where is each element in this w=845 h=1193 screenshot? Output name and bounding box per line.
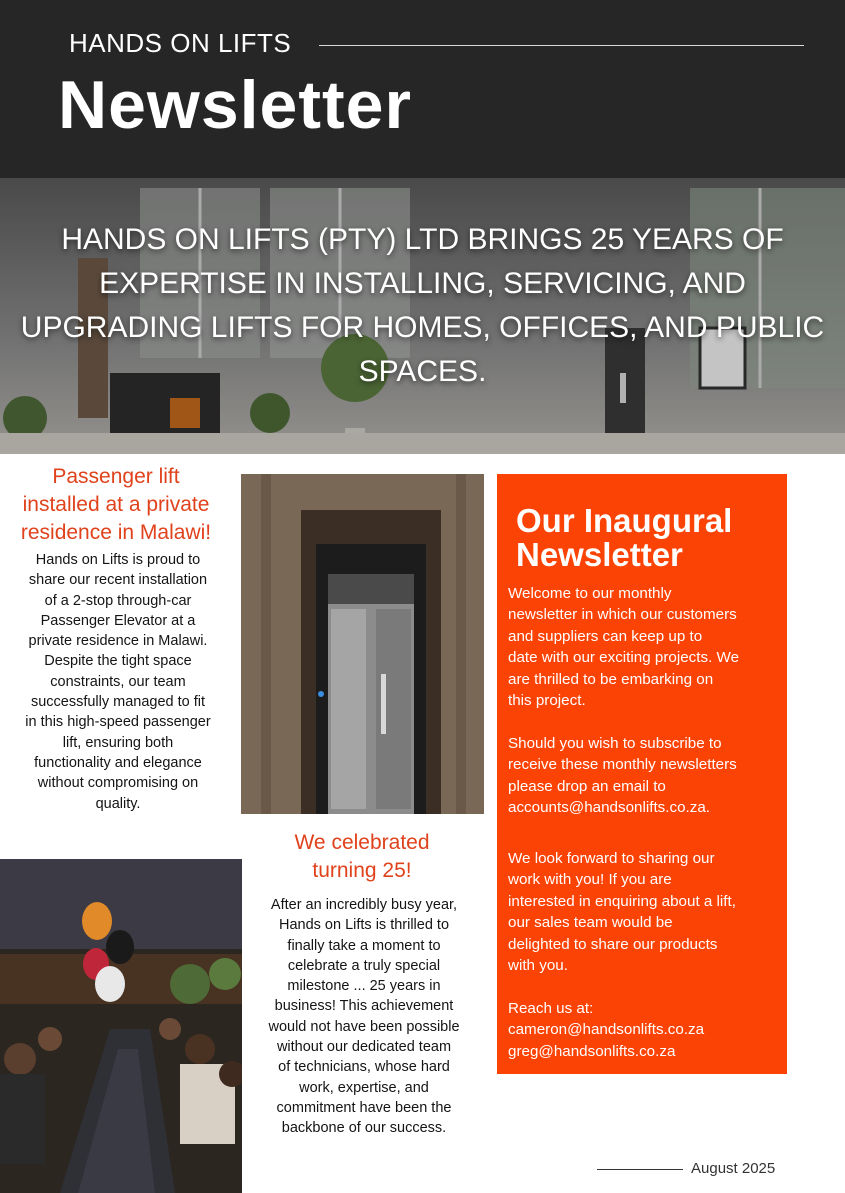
malawi-story-heading — [6, 463, 226, 547]
anniversary-heading-line: turning 25! — [312, 859, 412, 882]
greg-email-link[interactable]: greg@handsonlifts.co.za — [508, 1042, 676, 1060]
story-line: constraints, our team — [50, 673, 186, 690]
promo-line: We look forward to sharing our — [508, 850, 715, 867]
promo-line: newsletter in which our customers — [508, 606, 737, 624]
masthead-banner — [0, 0, 845, 178]
anniversary-story-body — [250, 895, 478, 1139]
contact-label: Reach us at: — [508, 1000, 594, 1017]
brand-name: HANDS ON LIFTS — [69, 28, 292, 58]
story-line: finally take a moment to — [287, 937, 441, 954]
story-line: without compromising on — [37, 775, 199, 792]
story-line: of a 2-stop through-car — [44, 592, 192, 609]
story-line: Passenger Elevator at a — [40, 612, 196, 629]
celebration-image — [0, 859, 242, 1193]
hero-headline: HANDS ON LIFTS (PTY) LTD BRINGS 25 YEARS OF EXPERTISE IN INSTALLING, SERVICING, AND UPGRADING LIFTS FOR HOMES, OFFICES, AND PUBLIC SPACES. — [20, 223, 825, 388]
promo-line: are thrilled to be embarking on — [508, 670, 714, 688]
malawi-heading-line: Passenger lift — [52, 465, 180, 488]
malawi-heading-line: installed at a private — [22, 493, 210, 516]
promo-subscribe-paragraph — [508, 733, 780, 819]
story-line: backbone of our success. — [281, 1120, 447, 1137]
lift-photo — [241, 474, 484, 814]
story-line: milestone ... 25 years in — [287, 978, 441, 995]
promo-line: date with our exciting projects. We — [508, 649, 740, 667]
story-line: private residence in Malawi. — [28, 633, 208, 650]
promo-line: with you. — [508, 957, 568, 975]
story-line: quality. — [95, 795, 141, 812]
promo-line: work with you! If you are — [508, 871, 672, 889]
anniversary-story-heading — [252, 829, 472, 885]
story-line: Hands on Lifts is proud to — [35, 552, 201, 568]
promo-title — [516, 504, 732, 572]
story-line: After an incredibly busy year, — [270, 897, 458, 913]
promo-sales-paragraph — [508, 848, 780, 976]
story-line: without our dedicated team — [276, 1039, 452, 1056]
promo-line: delighted to share our products — [508, 935, 718, 953]
promo-line: and suppliers can keep up to — [508, 627, 703, 645]
hero-banner — [0, 178, 845, 454]
inaugural-newsletter-box — [497, 474, 787, 1074]
promo-line: Welcome to our monthly — [508, 585, 672, 602]
issue-date: August 2025 — [691, 1160, 776, 1177]
promo-line: receive these monthly newsletters — [508, 756, 737, 774]
anniversary-heading-line: We celebrated — [294, 831, 430, 854]
story-line: functionality and elegance — [34, 754, 202, 771]
story-line: successfully managed to fit — [30, 694, 206, 711]
story-line: share our recent installation — [28, 572, 208, 589]
celebration-photo — [0, 859, 242, 1193]
lift-image — [241, 474, 484, 814]
story-line: in this high-speed passenger — [25, 714, 211, 731]
story-line: work, expertise, and — [299, 1079, 429, 1096]
promo-line: this project. — [508, 692, 586, 710]
header-divider — [319, 45, 804, 46]
promo-line: please drop an email to — [508, 777, 666, 795]
malawi-heading-line: residence in Malawi! — [20, 521, 212, 544]
promo-title-line: Our Inaugural — [516, 502, 733, 539]
newsletter-title: Newsletter — [58, 67, 412, 143]
promo-line: Should you wish to subscribe to — [508, 735, 722, 752]
malawi-story-body — [4, 550, 232, 814]
story-line: Hands on Lifts is thrilled to — [278, 917, 450, 934]
story-line: lift, ensuring both — [62, 734, 174, 751]
promo-title-line: Newsletter — [516, 536, 683, 573]
promo-line: interested in enquiring about a lift, — [508, 892, 736, 910]
promo-line: our sales team would be — [508, 914, 673, 932]
story-line: would not have been possible — [268, 1018, 460, 1035]
accounts-email-link[interactable]: accounts@handsonlifts.co.za. — [508, 799, 710, 817]
story-line: commitment have been the — [276, 1099, 452, 1116]
promo-welcome-paragraph — [508, 583, 780, 711]
story-line: of technicians, whose hard — [278, 1059, 450, 1076]
cameron-email-link[interactable]: cameron@handsonlifts.co.za — [508, 1021, 705, 1039]
promo-contact-paragraph — [508, 998, 780, 1062]
story-line: Despite the tight space — [44, 653, 192, 670]
footer-divider — [597, 1169, 683, 1170]
story-line: celebrate a truly special — [287, 957, 441, 974]
story-line: business! This achievement — [274, 998, 454, 1015]
